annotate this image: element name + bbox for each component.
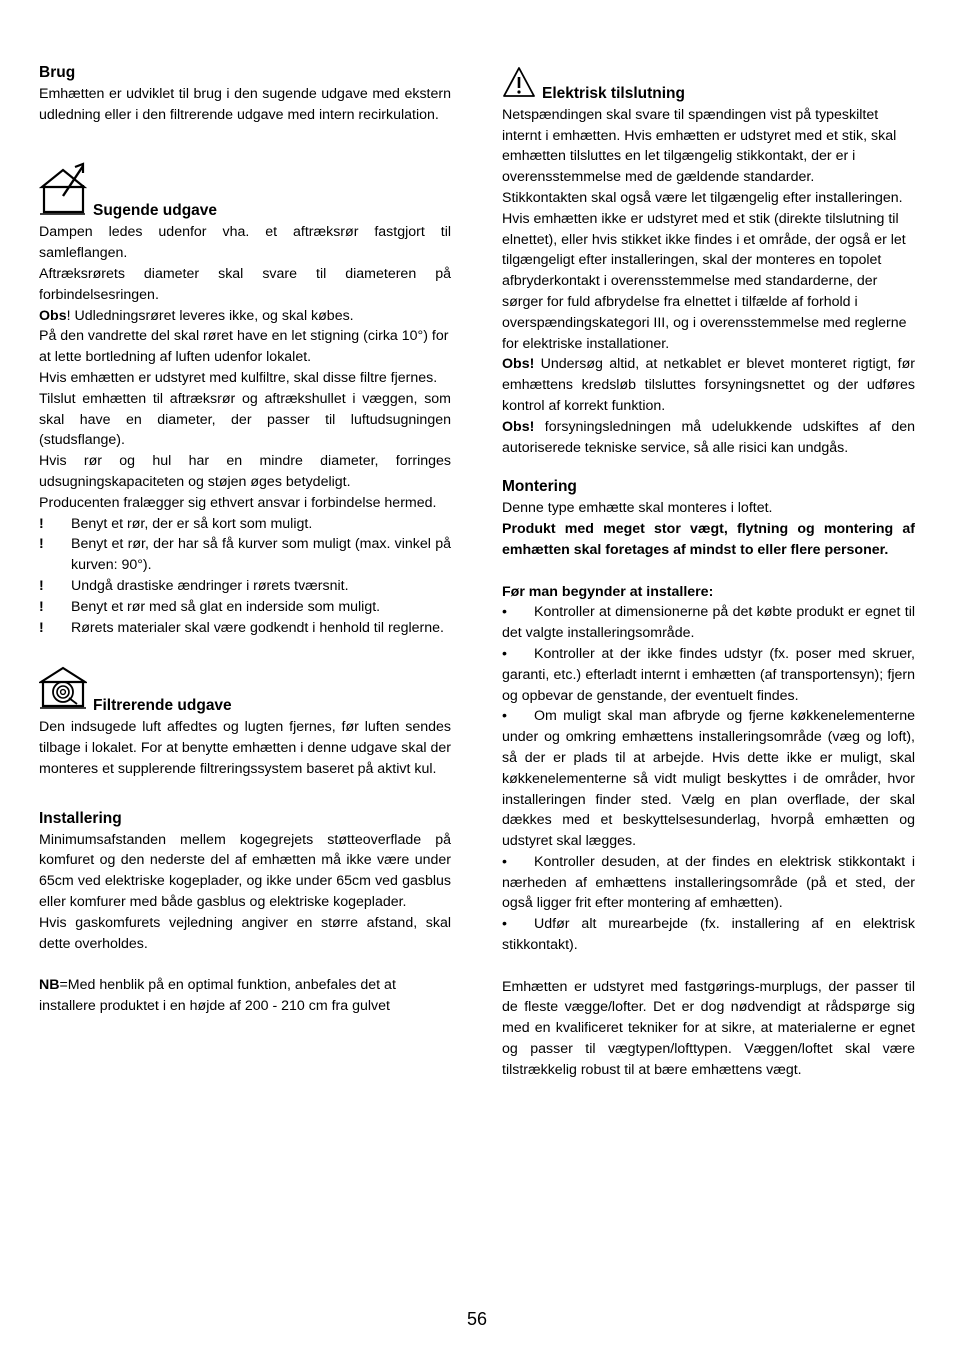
montering-p1: Denne type emhætte skal monteres i loftet. bbox=[502, 500, 773, 517]
bullet-mark: • bbox=[502, 604, 507, 621]
sugende-obs bbox=[39, 306, 451, 327]
obs-text: ! Udledningsrøret leveres ikke, og skal købes. bbox=[66, 307, 354, 324]
installering-p2: Hvis gaskomfurets vejledning angiver en større afstand, skal dette overholdes. bbox=[39, 914, 451, 952]
sugende-p1: Dampen ledes udenfor vha. et aftræksrør fastgjort til samleflangen. bbox=[39, 224, 451, 262]
weight-warning-text: Produkt med meget stor vægt, flytning og montering af emhætten skal foretages af mindst to eller flere personer. bbox=[502, 521, 915, 558]
elektrisk-heading: Elektrisk tilslutning bbox=[542, 84, 685, 102]
bullet-mark: • bbox=[502, 916, 507, 933]
nb-label: NB bbox=[39, 977, 60, 994]
list-item bbox=[502, 706, 915, 852]
sugende-heading: Sugende udgave bbox=[93, 202, 218, 220]
obs-label: Obs bbox=[39, 307, 67, 324]
before-install-heading bbox=[502, 582, 915, 603]
montering-final: Emhætten er udstyret med fastgørings-murplugs, der passer til de fleste vægge/lofter. Det er dog nødvendigt at rådspørge sig med en kvalificeret tekniker for at sikre, at materialerne er egnet og passer til vægtypen/lofttypen. Væggen/loftet skal være tilstrækkelig robust til at bære emhættens vægt. bbox=[502, 978, 915, 1078]
page-number: 56 bbox=[466, 1309, 488, 1329]
filtrerende-header bbox=[39, 666, 451, 717]
list-item bbox=[502, 602, 915, 644]
bullet-mark: • bbox=[502, 853, 507, 870]
nb-text: =Med henblik på en optimal funktion, anbefales det at installere produktet i en højde af 200 - 210 cm fra gulvet bbox=[39, 977, 396, 1014]
brug-text: Emhætten er udviklet til brug i den sugende udgave med ekstern udledning eller i den filtrerende udgave med intern recirkulation. bbox=[39, 86, 451, 123]
sugende-p2: Aftræksrørets diameter skal svare til diameteren på forbindelsesringen. bbox=[39, 265, 451, 303]
obs-text: forsyningsledningen må udelukkende udskiftes af den autoriserede tekniske service, så alle risici kan undgås. bbox=[502, 418, 915, 456]
nb-note bbox=[39, 975, 451, 1017]
sugende-p5: Hvis emhætten er udstyret med kulfiltre, skal disse filtre fjernes. bbox=[39, 369, 438, 386]
list-item bbox=[39, 618, 451, 639]
elektrisk-p2: Stikkontakten skal også være let tilgængelig efter installeringen. Hvis emhætten ikke er udstyret med et stik (direkte tilslutning til elnettet), eller hvis stikket ikke findes i et område, der også er let tilgængeligt efter installeringen, skal der monteres en topolet afbryderkontakt i overensstemmelse med standarderne, der sørger for fuld afbrydelse fra elnettet i tilfælde af forhold i overspændingskategori III, og i overensstemmelse med reglerne for elektriske installationer. bbox=[502, 189, 907, 352]
elektrisk-header bbox=[502, 66, 915, 105]
sugende-header bbox=[39, 162, 451, 223]
elektrisk-obs2 bbox=[502, 417, 915, 459]
right-column bbox=[502, 66, 915, 1081]
obs-label: Obs! bbox=[502, 418, 535, 435]
sugende-p6: Tilslut emhætten til aftræksrør og aftrækshullet i væggen, som skal have en diameter, der passer til luftudsugningen (studsflange). bbox=[39, 390, 451, 449]
list-item-text: Udfør alt murearbejde (fx. installering af en elektrisk stikkontakt). bbox=[502, 916, 915, 954]
list-item-text: Kontroller desuden, at der findes en elektrisk stikkontakt i nærheden af emhættens installeringsområde (på et sted, der også ligger frit efter montering af emhætten). bbox=[502, 853, 915, 912]
list-item bbox=[502, 852, 915, 914]
sugende-p8: Producenten fralægger sig ethvert ansvar i forbindelse hermed. bbox=[39, 494, 437, 511]
list-item bbox=[502, 914, 915, 956]
filtrerende-heading: Filtrerende udgave bbox=[93, 697, 232, 715]
sugende-p4: På den vandrette del skal røret have en let stigning (cirka 10°) for at lette bortledning af luften udenfor lokalet. bbox=[39, 328, 449, 366]
list-item-text: Kontroller at der ikke findes udstyr (fx. poser med skruer, garanti, etc.) efterladt internt i emhætten (af transportensyn); fjern og opbevar de genstande, der eventuelt findes. bbox=[502, 645, 915, 704]
list-item-text: Benyt et rør, der har så få kurver som muligt (max. vinkel på kurven: 90°). bbox=[71, 536, 451, 574]
list-item bbox=[39, 514, 451, 535]
elektrisk-obs1 bbox=[502, 354, 915, 416]
bullet-mark: ! bbox=[39, 515, 44, 532]
list-item-text: Undgå drastiske ændringer i rørets tværsnit. bbox=[71, 577, 349, 594]
obs-text: Undersøg altid, at netkablet er blevet monteret rigtigt, før emhættens kredsløb tilsluttes forsyningsnettet og der udføres kontrol af korrekt funktion. bbox=[502, 356, 915, 414]
filtrerende-text: Den indsugede luft affedtes og lugten fjernes, før luften sendes tilbage i lokalet. For at benytte emhætten i denne udgave skal der monteres et supplerende filtreringssystem baseret på aktivt kul. bbox=[39, 719, 451, 777]
obs-label: Obs! bbox=[502, 356, 535, 373]
bullet-mark: ! bbox=[39, 619, 44, 636]
montering-weight-warning bbox=[502, 519, 915, 561]
brug-heading: Brug bbox=[39, 64, 76, 81]
installering-heading: Installering bbox=[39, 809, 122, 827]
list-item bbox=[39, 576, 451, 597]
list-item bbox=[39, 534, 451, 576]
montering-heading: Montering bbox=[502, 478, 577, 496]
list-item-text: Benyt et rør, der er så kort som muligt. bbox=[71, 515, 313, 532]
list-item-text: Kontroller at dimensionerne på det købte produkt er egnet til det valgte installeringsområde. bbox=[502, 604, 915, 642]
bullet-mark: • bbox=[502, 708, 507, 725]
pipe-tips-list bbox=[39, 514, 451, 639]
list-item bbox=[39, 597, 451, 618]
installering-p1: Minimumsafstanden mellem kogegrejets støtteoverflade på komfuret og den nederste del af emhætten må ikke være under 65cm ved elektriske kogeplader, og ikke under 65cm ved gasblus eller komfurer med både gasblus og elektriske kogeplader. bbox=[39, 831, 451, 910]
list-item-text: Rørets materialer skal være godkendt i henhold til reglerne. bbox=[71, 619, 444, 636]
list-item bbox=[502, 644, 915, 706]
list-item-text: Benyt et rør med så glat en inderside som muligt. bbox=[71, 598, 381, 615]
bullet-mark: ! bbox=[39, 598, 44, 615]
sugende-p7: Hvis rør og hul har en mindre diameter, forringes udsugningskapaciteten og støjen øges betydeligt. bbox=[39, 453, 451, 490]
warning-triangle-icon bbox=[502, 66, 536, 105]
list-item-text: Om muligt skal man afbryde og fjerne køkkenelementerne under og omkring emhættens installeringsområde (væg og loft), så der er plads til at arbejde. Hvis dette ikke er muligt, skal køkkenelementerne så vidt muligt beskyttes i de områder, hvor installeringen finder sted. Vælg en plan overflade, der skal dækkes med et beskyttelsesunderlag, hvorpå emhætten og udstyret skal lægges. bbox=[502, 708, 915, 850]
exhaust-house-icon bbox=[39, 162, 87, 223]
elektrisk-p1: Netspændingen skal svare til spændingen vist på typeskiltet internt i emhætten. Hvis emhætten er udstyret med et stik, skal emhætten tilsluttes en let tilgængelig stikkontakt, der er i overensstemmelse med de gældende standarder. bbox=[502, 106, 897, 186]
before-install-label: Før man begynder at installere: bbox=[502, 583, 714, 600]
bullet-mark: • bbox=[502, 645, 507, 662]
left-column bbox=[39, 62, 451, 1017]
filter-house-icon bbox=[39, 666, 87, 717]
bullet-mark: ! bbox=[39, 577, 44, 594]
bullet-mark: ! bbox=[39, 536, 44, 553]
